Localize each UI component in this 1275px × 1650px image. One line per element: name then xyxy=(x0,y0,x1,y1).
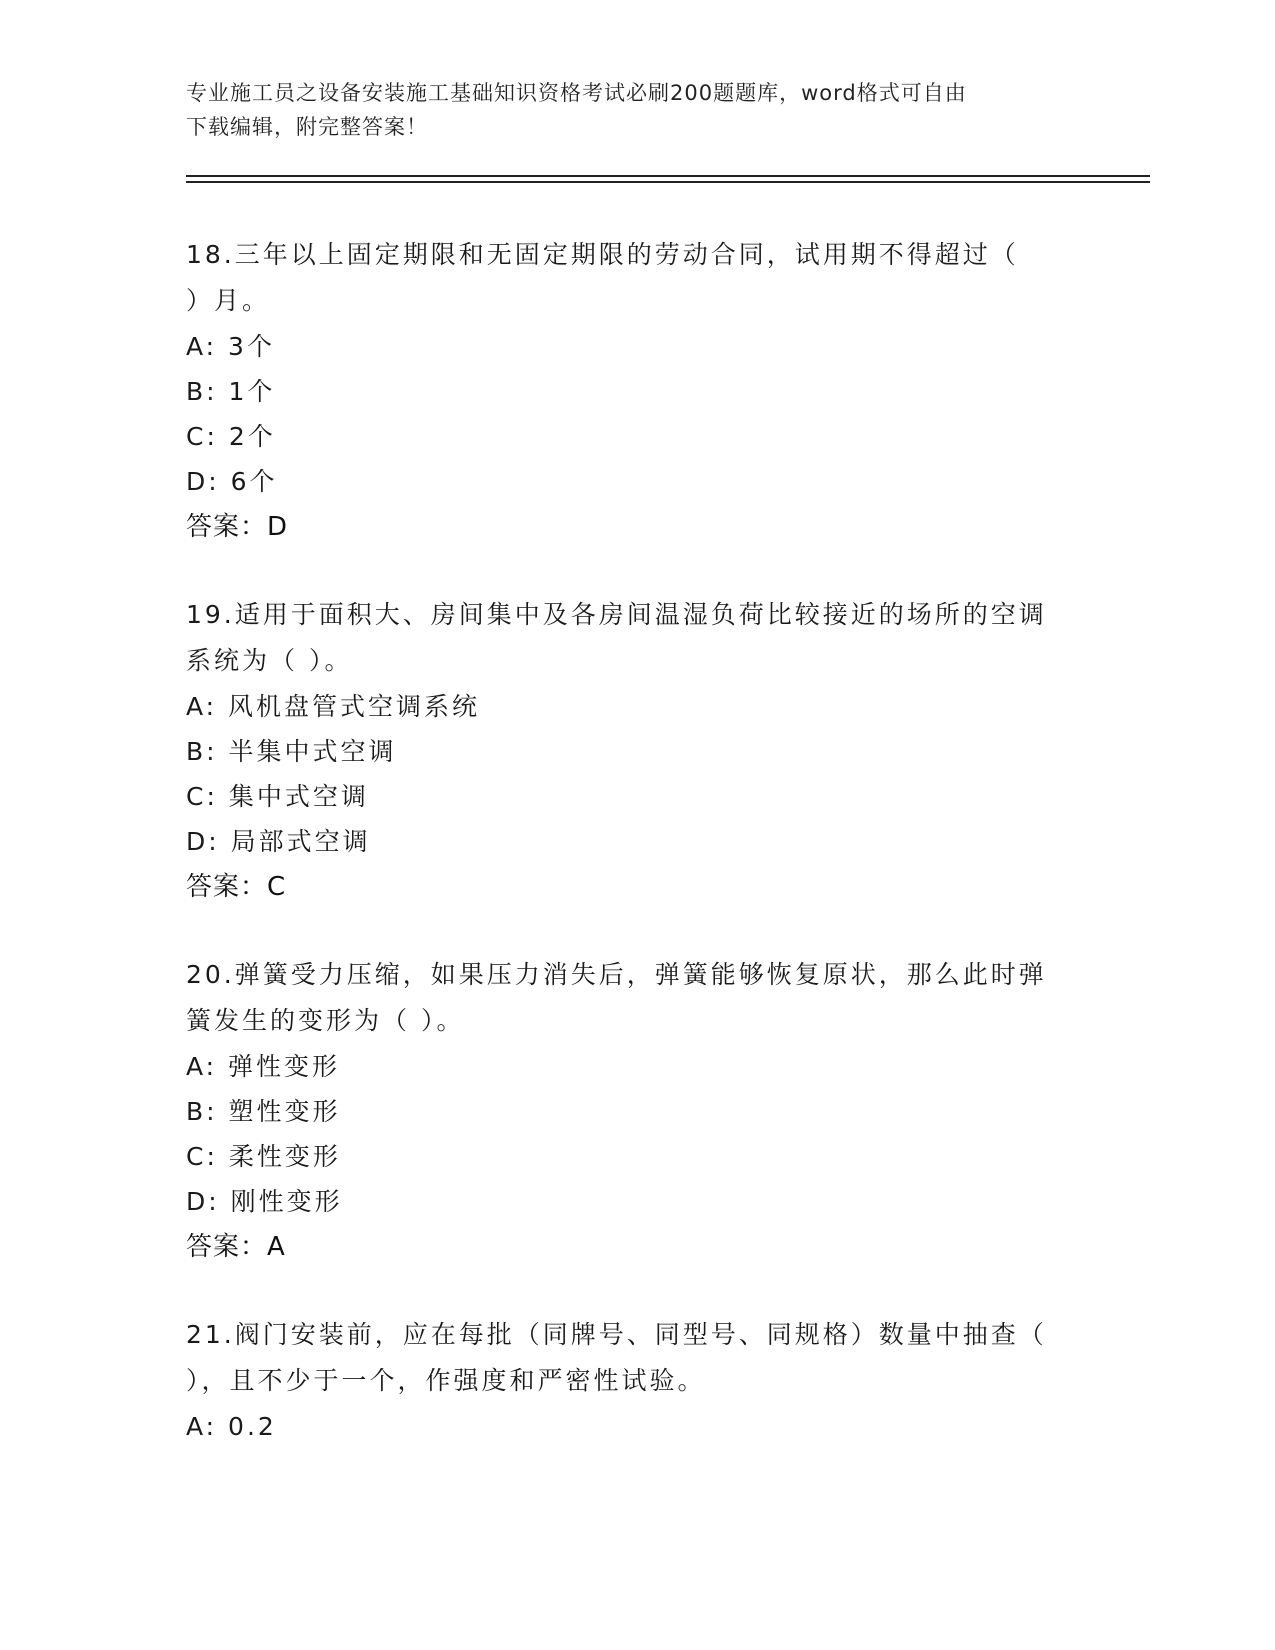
document-header xyxy=(186,76,1066,144)
question-stem-line: ），且不少于一个，作强度和严密性试验。 xyxy=(186,1366,706,1395)
question-stem-line: 21.阀门安装前，应在每批（同牌号、同型号、同规格）数量中抽查（ xyxy=(186,1320,1047,1349)
header-divider-top xyxy=(186,175,1150,177)
option-c: C: 2个 xyxy=(186,422,276,451)
option-a: A: 3个 xyxy=(186,332,275,361)
option-b: B: 半集中式空调 xyxy=(186,737,397,766)
option-b: B: 1个 xyxy=(186,377,276,406)
option-b: B: 塑性变形 xyxy=(186,1097,341,1126)
question-stem-line: ）月。 xyxy=(186,286,271,315)
option-a: A: 弹性变形 xyxy=(186,1052,341,1081)
answer-line: 答案：C xyxy=(186,872,287,902)
question-stem-line: 19.适用于面积大、房间集中及各房间温湿负荷比较接近的场所的空调 xyxy=(186,600,1047,629)
question-stem-line: 系统为（ ）。 xyxy=(186,646,353,675)
question-stem xyxy=(186,592,1086,684)
question-21 xyxy=(186,1312,1086,1449)
header-divider-bottom xyxy=(186,181,1150,183)
question-19 xyxy=(186,592,1086,910)
option-d: D: 局部式空调 xyxy=(186,827,371,856)
question-stem-line: 18.三年以上固定期限和无固定期限的劳动合同，试用期不得超过（ xyxy=(186,240,1019,269)
option-d: D: 刚性变形 xyxy=(186,1187,343,1216)
question-18 xyxy=(186,232,1086,550)
header-line-2: 下载编辑，附完整答案！ xyxy=(186,115,428,139)
question-stem-line: 20.弹簧受力压缩，如果压力消失后，弹簧能够恢复原状，那么此时弹 xyxy=(186,960,1047,989)
header-line-1: 专业施工员之设备安装施工基础知识资格考试必刷200题题库，word格式可自由 xyxy=(186,81,967,105)
answer-line: 答案：D xyxy=(186,512,289,542)
question-20 xyxy=(186,952,1086,1270)
option-d: D: 6个 xyxy=(186,467,278,496)
option-a: A: 风机盘管式空调系统 xyxy=(186,692,481,721)
option-c: C: 柔性变形 xyxy=(186,1142,341,1171)
question-list xyxy=(186,232,1086,1491)
question-stem xyxy=(186,232,1086,324)
question-stem xyxy=(186,1312,1086,1404)
answer-line: 答案：A xyxy=(186,1232,286,1262)
option-a: A: 0.2 xyxy=(186,1412,277,1441)
question-stem-line: 簧发生的变形为（ ）。 xyxy=(186,1006,465,1035)
question-stem xyxy=(186,952,1086,1044)
option-c: C: 集中式空调 xyxy=(186,782,369,811)
